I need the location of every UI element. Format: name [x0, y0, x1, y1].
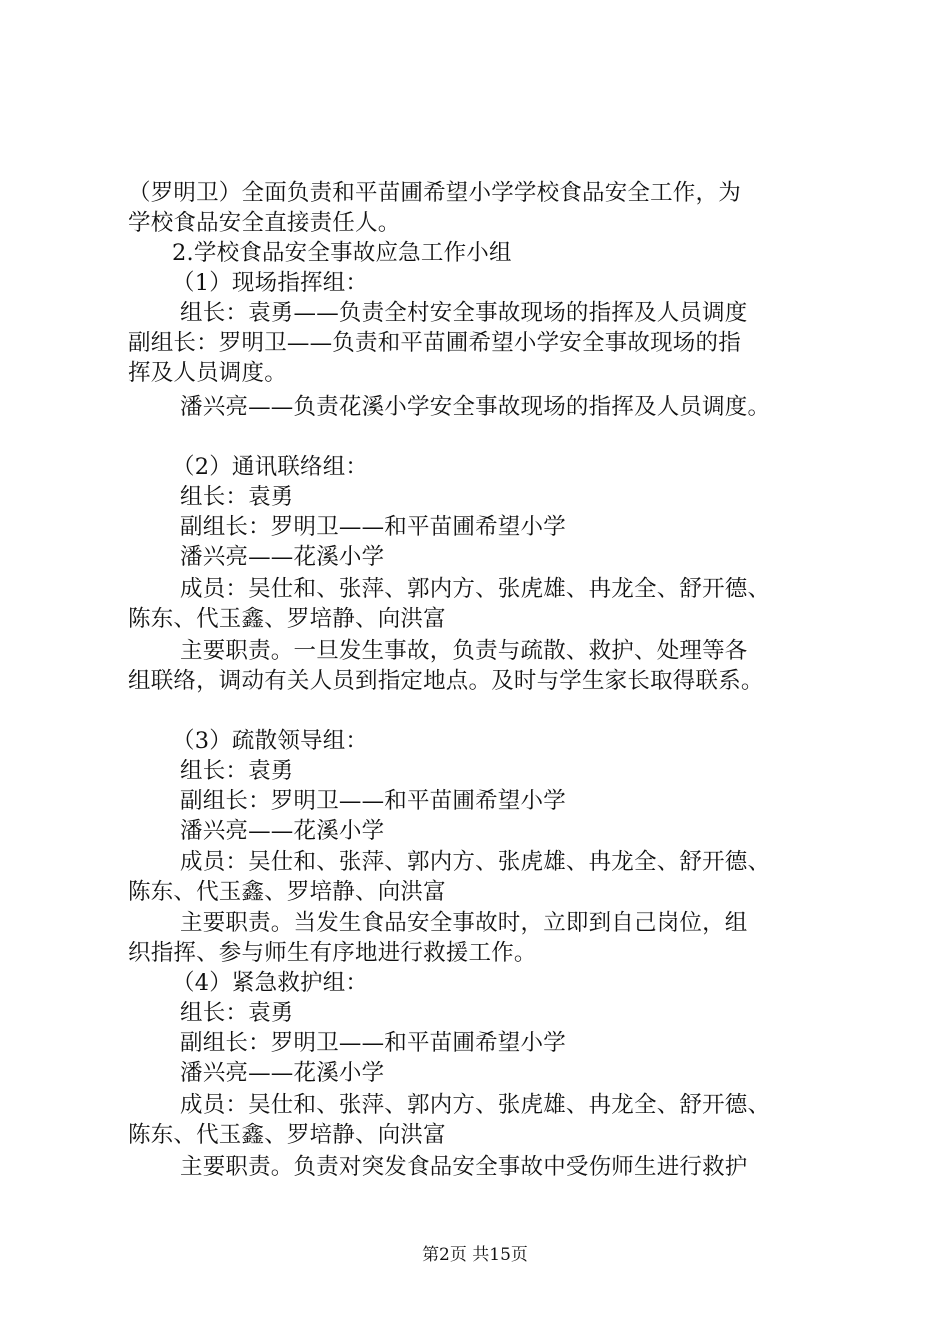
text-line: 陈东、代玉鑫、罗培静、向洪富 — [128, 1122, 446, 1148]
text-line: 组长：袁勇 — [180, 1000, 294, 1026]
subsection-heading: （4）紧急救护组： — [172, 970, 369, 996]
text-line: 主要职责。当发生食品安全事故时，立即到自己岗位，组 — [180, 910, 748, 936]
subsection-heading: （1）现场指挥组： — [172, 270, 369, 296]
text-line: 成员：吴仕和、张萍、郭内方、张虎雄、冉龙全、舒开德、 — [180, 576, 771, 602]
text-line: 副组长：罗明卫——负责和平苗圃希望小学安全事故现场的指 — [128, 330, 741, 356]
text-line: 组长：袁勇 — [180, 484, 294, 510]
text-line: 潘兴亮——花溪小学 — [180, 1060, 385, 1086]
text-line: 潘兴亮——花溪小学 — [180, 818, 385, 844]
text-line: 副组长：罗明卫——和平苗圃希望小学 — [180, 1030, 566, 1056]
subsection-heading: （3）疏散领导组： — [172, 728, 369, 754]
text-line: 成员：吴仕和、张萍、郭内方、张虎雄、冉龙全、舒开德、 — [180, 849, 771, 875]
text-line: 陈东、代玉鑫、罗培静、向洪富 — [128, 879, 446, 905]
text-line: 学校食品安全直接责任人。 — [128, 210, 401, 236]
subsection-heading: （2）通讯联络组： — [172, 454, 369, 480]
section-heading: 2.学校食品安全事故应急工作小组 — [172, 240, 512, 266]
text-line: 织指挥、参与师生有序地进行救援工作。 — [128, 940, 537, 966]
text-line: 主要职责。负责对突发食品安全事故中受伤师生进行救护 — [180, 1154, 748, 1180]
text-line: 陈东、代玉鑫、罗培静、向洪富 — [128, 606, 446, 632]
text-line: 组长：袁勇 — [180, 758, 294, 784]
text-line: 挥及人员调度。 — [128, 360, 287, 386]
text-line: 主要职责。一旦发生事故，负责与疏散、救护、处理等各 — [180, 638, 748, 664]
text-line: 副组长：罗明卫——和平苗圃希望小学 — [180, 788, 566, 814]
text-line: 组联络，调动有关人员到指定地点。及时与学生家长取得联系。 — [128, 668, 764, 694]
text-line: （罗明卫）全面负责和平苗圃希望小学学校食品安全工作，为 — [128, 180, 741, 206]
text-line: 潘兴亮——花溪小学 — [180, 544, 385, 570]
text-line: 成员：吴仕和、张萍、郭内方、张虎雄、冉龙全、舒开德、 — [180, 1092, 771, 1118]
text-line: 潘兴亮——负责花溪小学安全事故现场的指挥及人员调度。 — [180, 394, 771, 420]
page-footer: 第2页 共15页 — [422, 1245, 528, 1265]
text-line: 组长：袁勇——负责全村安全事故现场的指挥及人员调度 — [180, 300, 748, 326]
text-line: 副组长：罗明卫——和平苗圃希望小学 — [180, 514, 566, 540]
